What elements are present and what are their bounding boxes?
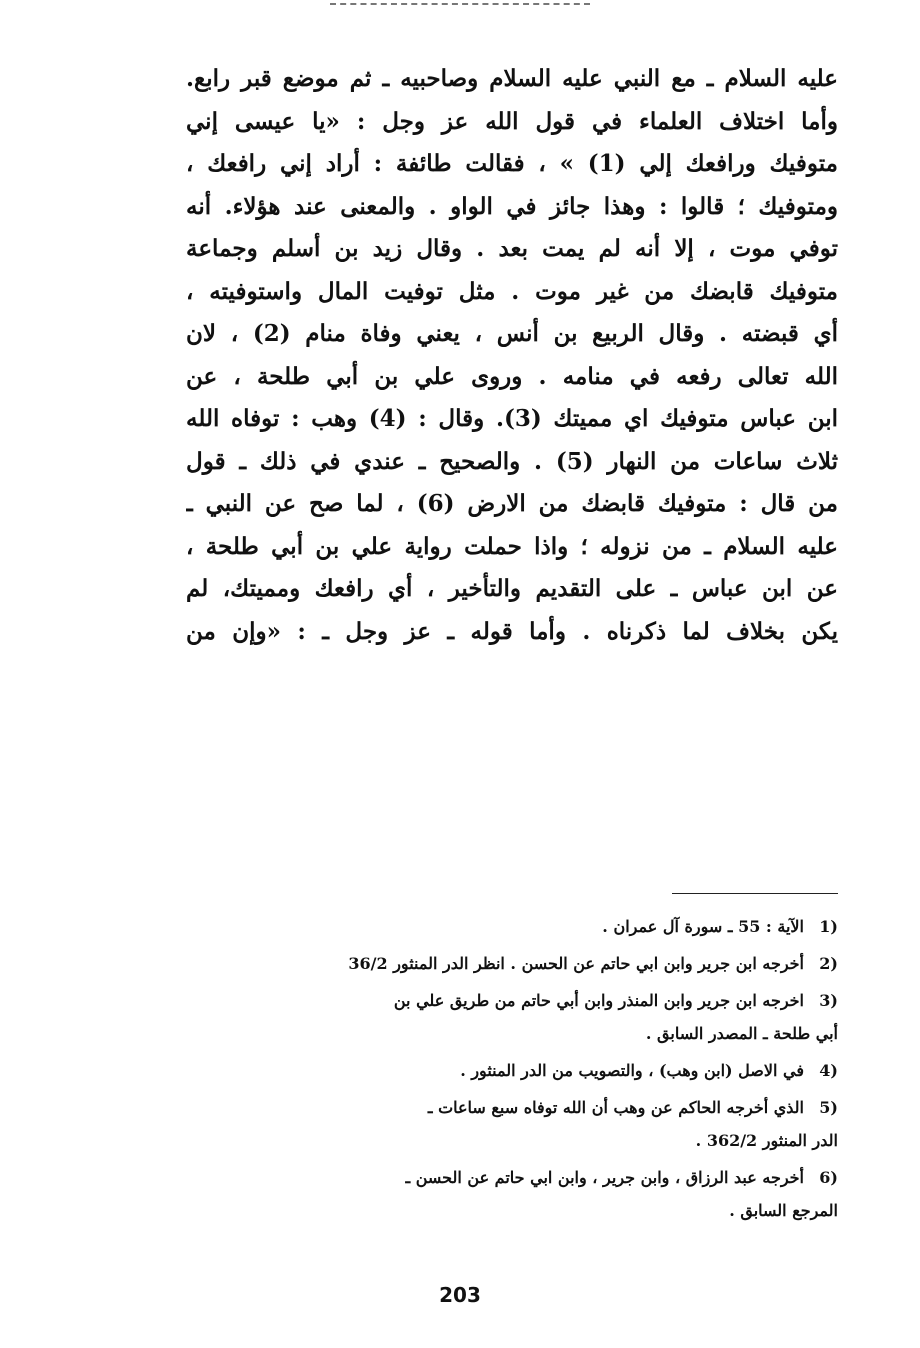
text-line: يكن بخلاف لما ذكرناه . وأما قوله ـ عز وجل ـ : «وإن من bbox=[186, 617, 838, 645]
footnote-line: في الاصل (ابن وهب) ، والتصويب من الدر المنثور . bbox=[460, 1061, 804, 1080]
text-line: ثلاث ساعات من النهار (5) . والصحيح ـ عندي في ذلك ـ قول bbox=[186, 447, 838, 475]
footnote-text bbox=[186, 947, 804, 980]
footnote-number: (2 bbox=[819, 954, 838, 973]
text-line: عليه السلام ـ من نزوله ؛ واذا حملت رواية علي بن أبي طلحة ، bbox=[186, 532, 838, 560]
top-edge-rule bbox=[330, 3, 590, 5]
footnotes-block bbox=[186, 910, 838, 1231]
text-line: من قال : متوفيك قابضك من الارض (6) ، لما صح عن النبي ـ bbox=[186, 490, 838, 517]
footnote-line: اخرجه ابن جرير وابن المنذر وابن أبي حاتم من طريق علي بن bbox=[393, 991, 804, 1010]
footnote-line: أخرجه ابن جرير وابن ابي حاتم عن الحسن . انظر الدر المنثور 36/2 bbox=[348, 954, 804, 973]
text-line: توفي موت ، إلا أنه لم يمت بعد . وقال زيد بن أسلم وجماعة bbox=[186, 235, 838, 262]
footnote-2 bbox=[186, 947, 838, 980]
text-line: وأما اختلاف العلماء في قول الله عز وجل : «يا عيسى إني bbox=[186, 107, 838, 135]
text-line: أي قبضته . وقال الربيع بن أنس ، يعني وفاة منام (2) ، لان bbox=[186, 320, 838, 347]
footnote-separator bbox=[672, 893, 838, 894]
text-line: عليه السلام ـ مع النبي عليه السلام وصاحبيه ـ ثم موضع قبر رابع. bbox=[186, 65, 838, 92]
footnote-number: (3 bbox=[819, 991, 838, 1010]
text-line: متوفيك ورافعك إلي (1) » ، فقالت طائفة : أراد إني رافعك ، bbox=[186, 150, 838, 177]
text-line: عن ابن عباس ـ على التقديم والتأخير ، أي رافعك ومميتك، لم bbox=[186, 575, 838, 602]
footnote-text bbox=[186, 1091, 838, 1157]
footnote-number: (4 bbox=[819, 1061, 838, 1080]
footnote-4 bbox=[186, 1054, 838, 1087]
footnote-text bbox=[186, 1161, 838, 1227]
footnote-text bbox=[186, 984, 838, 1050]
footnote-line: أبي طلحة ـ المصدر السابق . bbox=[645, 1024, 838, 1043]
text-line: الله تعالى رفعه في منامه . وروى علي بن أبي طلحة ، عن bbox=[186, 362, 838, 390]
footnote-6 bbox=[186, 1161, 838, 1227]
page-number: 203 bbox=[439, 1283, 481, 1307]
main-text-block bbox=[186, 58, 838, 653]
footnote-number: (6 bbox=[819, 1168, 838, 1187]
footnote-text bbox=[186, 1054, 804, 1087]
footnote-line: الآية : 55 ـ سورة آل عمران . bbox=[602, 917, 804, 936]
footnote-5 bbox=[186, 1091, 838, 1157]
text-line: متوفيك قابضك من غير موت . مثل توفيت المال واستوفيته ، bbox=[186, 277, 838, 305]
footnote-line: الذي أخرجه الحاكم عن وهب أن الله توفاه سبع ساعات ـ bbox=[427, 1098, 804, 1117]
footnote-number: (1 bbox=[819, 917, 838, 936]
footnote-3 bbox=[186, 984, 838, 1050]
footnote-1 bbox=[186, 910, 838, 943]
footnote-line: المرجع السابق . bbox=[729, 1201, 838, 1220]
footnote-text bbox=[186, 910, 804, 943]
footnote-line: أخرجه عبد الرزاق ، وابن جرير ، وابن ابي حاتم عن الحسن ـ bbox=[405, 1168, 804, 1187]
footnote-line: الدر المنثور 362/2 . bbox=[695, 1131, 838, 1150]
text-line: ومتوفيك ؛ قالوا : وهذا جائز في الواو . والمعنى عند هؤلاء. أنه bbox=[186, 192, 838, 220]
text-line: ابن عباس متوفيك اي مميتك (3). وقال : (4) وهب : توفاه الله bbox=[186, 405, 838, 432]
footnote-number: (5 bbox=[819, 1098, 838, 1117]
